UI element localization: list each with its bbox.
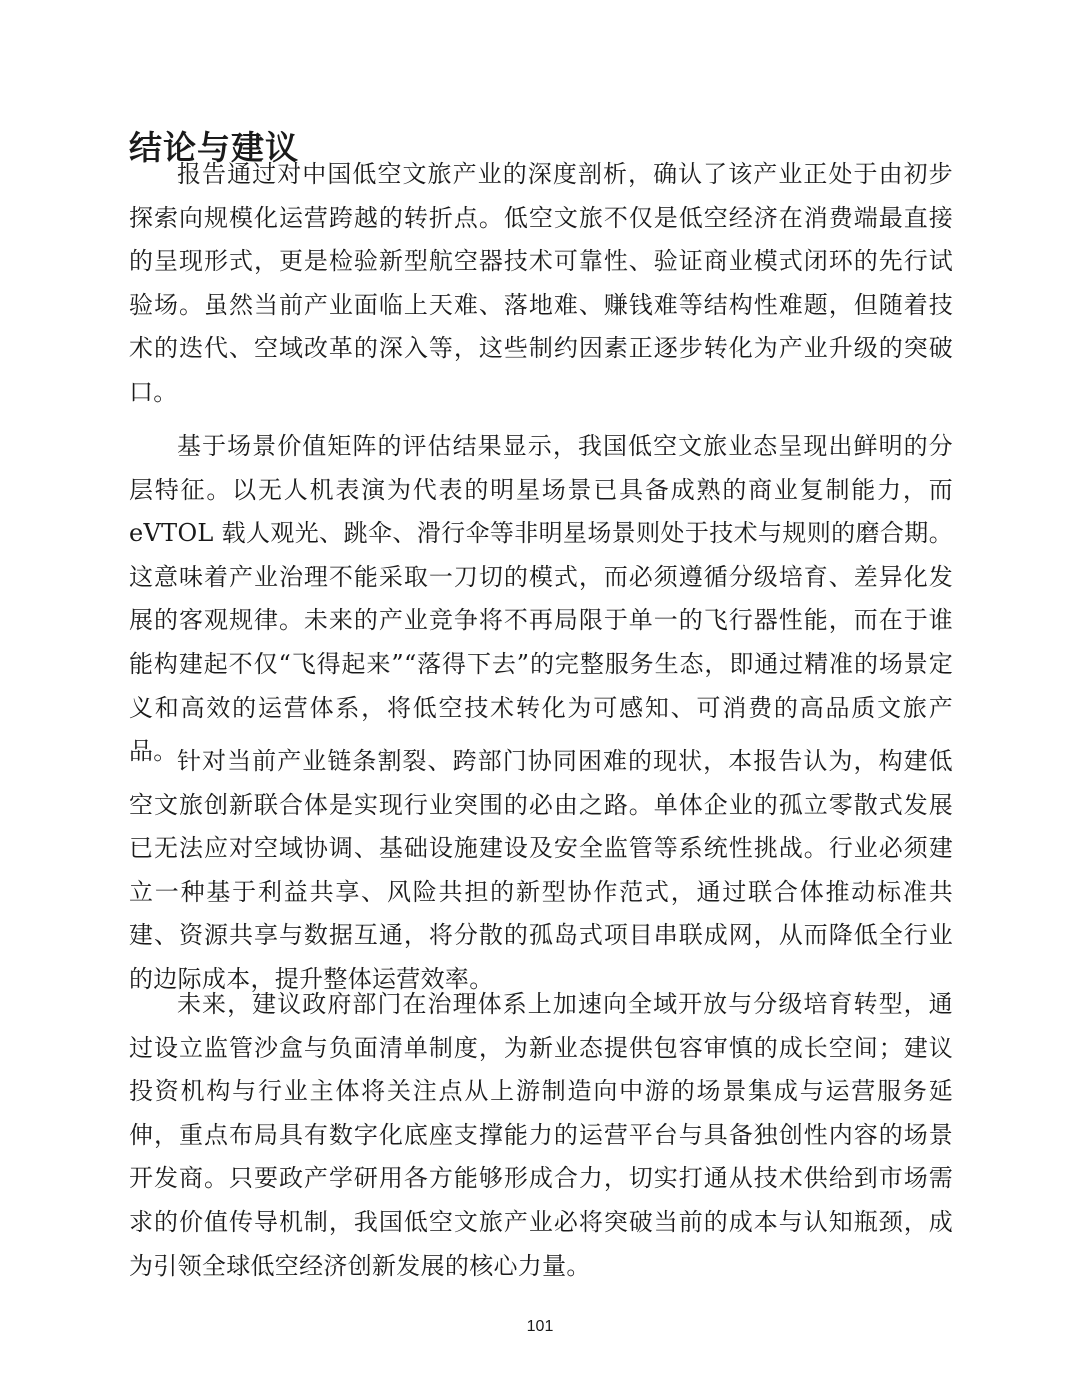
paragraph-1: 报告通过对中国低空文旅产业的深度剖析，确认了该产业正处于由初步探索向规模化运营跨越的转折点。低空文旅不仅是低空经济在消费端最直接的呈现形式，更是检验新型航空器技术可靠性、验证商业模式闭环的先行试验场。虽然当前产业面临上天难、落地难、赚钱难等结构性难题，但随着技术的迭代、空域改革的深入等，这些制约因素正逐步转化为产业升级的突破口。 — [129, 160, 953, 406]
section-title: 结论与建议 — [129, 128, 299, 167]
page-number: 101 — [526, 1318, 554, 1335]
paragraph-3: 针对当前产业链条割裂、跨部门协同困难的现状，本报告认为，构建低空文旅创新联合体是实现行业突围的必由之路。单体企业的孤立零散式发展已无法应对空域协调、基础设施建设及安全监管等系统性挑战。行业必须建立一种基于利益共享、风险共担的新型协作范式，通过联合体推动标准共建、资源共享与数据互通，将分散的孤岛式项目串联成网，从而降低全行业的边际成本，提升整体运营效率。 — [129, 747, 953, 993]
paragraph-2: 基于场景价值矩阵的评估结果显示，我国低空文旅业态呈现出鲜明的分层特征。以无人机表演为代表的明星场景已具备成熟的商业复制能力，而 eVTOL 载人观光、跳伞、滑行伞等非明星场景则处于技术与规则的磨合期。这意味着产业治理不能采取一刀切的模式，而必须遵循分级培育、差异化发展的客观规律。未来的产业竞争将不再局限于单一的飞行器性能，而在于谁能构建起不仅“飞得起来”“落得下去”的完整服务生态，即通过精准的场景定义和高效的运营体系，将低空技术转化为可感知、可消费的高品质文旅产品。 — [129, 432, 953, 766]
paragraph-4: 未来，建议政府部门在治理体系上加速向全域开放与分级培育转型，通过设立监管沙盒与负面清单制度，为新业态提供包容审慎的成长空间；建议投资机构与行业主体将关注点从上游制造向中游的场景集成与运营服务延伸，重点布局具有数字化底座支撑能力的运营平台与具备独创性内容的场景开发商。只要政产学研用各方能够形成合力，切实打通从技术供给到市场需求的价值传导机制，我国低空文旅产业必将突破当前的成本与认知瓶颈，成为引领全球低空经济创新发展的核心力量。 — [129, 990, 953, 1280]
